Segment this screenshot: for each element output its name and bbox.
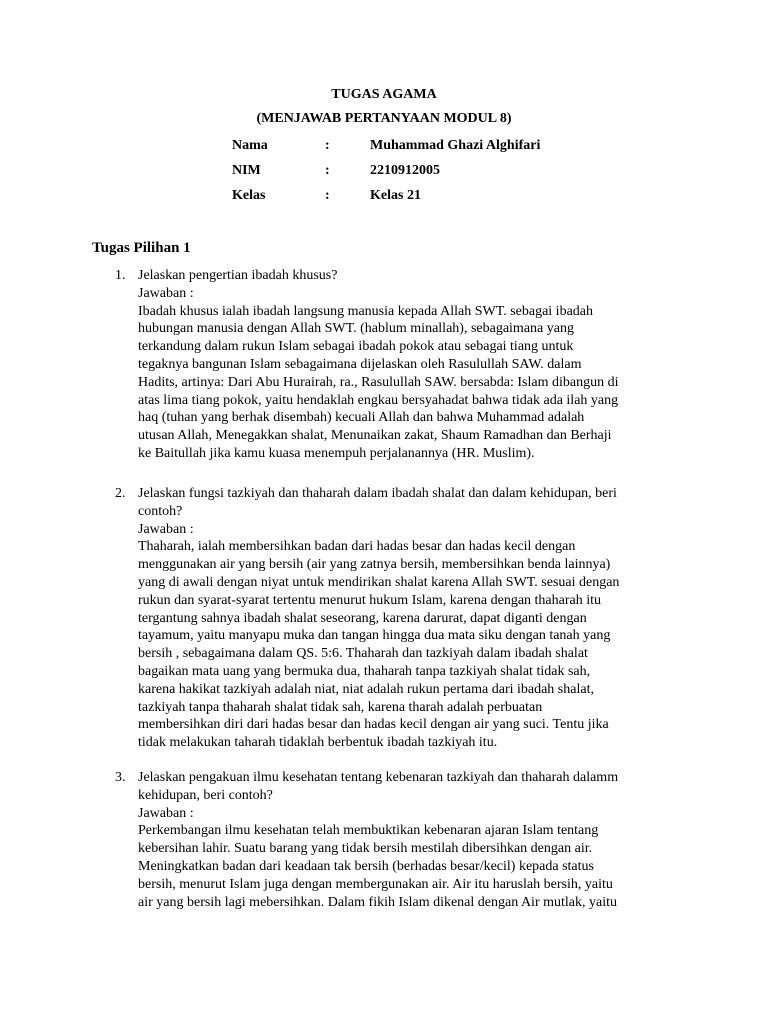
question-body	[138, 267, 678, 463]
identity-row-nama	[0, 137, 768, 155]
answer-text-line: Thaharah, ialah membersihkan badan dari hadas besar dan hadas kecil dengan	[138, 539, 576, 555]
document-subtitle: (MENJAWAB PERTANYAAN MODUL 8)	[256, 111, 512, 126]
answer-text-line: tergantung sahnya ibadah shalat seseorang, karena darurat, dapat diganti dengan	[138, 610, 587, 626]
answer-text-line: karena hakikat tazkiyah adalah niat, niat adalah rukun pertama dari ibadah shalat,	[138, 681, 594, 697]
answer-text-line: terkandung dalam rukun Islam sebagai ibadah pokok atau sebagai tiang untuk	[138, 339, 574, 355]
identity-value: 2210912005	[370, 163, 440, 178]
identity-label: NIM	[232, 163, 261, 178]
identity-separator: :	[325, 188, 330, 203]
identity-label: Kelas	[232, 188, 266, 203]
answer-text-line: yang di awali dengan niyat untuk mendirikan shalat karena Allah SWT. sesuai dengan	[138, 574, 620, 590]
document-title: TUGAS AGAMA	[331, 87, 437, 102]
answer-text-line: utusan Allah, Menegakkan shalat, Menunaikan zakat, Shaum Ramadhan dan Berhaji	[138, 428, 612, 444]
answer-text-line: Perkembangan ilmu kesehatan telah membuktikan kebenaran ajaran Islam tentang	[138, 823, 599, 839]
answer-text-line: rukun dan syarat-syarat tertentu menurut hukum Islam, karena dengan thaharah itu	[138, 592, 602, 608]
answer-text-line: membersihkan diri dari hadas besar dan hadas kecil dengan air yang suci. Tentu jika	[138, 717, 609, 733]
answer-text-line: tidak melakukan taharah tidaklah berbentuk ibadah tazkiyah itu.	[138, 735, 498, 751]
answer-text-line: kebersihan lahir. Suatu barang yang tidak bersih mestilah dibersihkan dengan air.	[138, 841, 593, 857]
question-number: 2.	[115, 486, 126, 501]
question-text-line: contoh?	[138, 503, 183, 519]
answer-label: Jawaban :	[138, 521, 194, 537]
question-text-line: Jelaskan fungsi tazkiyah dan thaharah dalam ibadah shalat dan dalam kehidupan, beri	[138, 486, 617, 501]
identity-separator: :	[325, 163, 330, 178]
answer-text-line: tayamum, yaitu manyapu muka dan tangan hingga dua mata siku dengan tanah yang	[138, 628, 611, 644]
answer-text-line: atas lima tiang pokok, yaitu hendaklah engkau bersyahadat bahwa tidak ada ilah yang	[138, 392, 619, 408]
identity-separator: :	[325, 138, 330, 153]
answer-text-line: bersih , sebagaimana dalam QS. 5:6. Thaharah dan tazkiyah dalam ibadah shalat	[138, 646, 588, 662]
answer-text-line: Hadits, artinya: Dari Abu Hurairah, ra., Rasulullah SAW. bersabda: Islam dibangun di	[138, 374, 619, 390]
answer-text-line: bagaikan mata uang yang bermuka dua, thaharah tanpa tazkiyah shalat tidak sah,	[138, 663, 591, 679]
identity-row-nim	[0, 162, 768, 180]
answer-text-line: tegaknya bangunan Islam sebagaimana dijelaskan oleh Rasulullah SAW. dalam	[138, 356, 582, 372]
question-text-line: kehidupan, beri contoh?	[138, 787, 273, 803]
answer-text-line: haq (tuhan yang berhak disembah) kecuali Allah dan bahwa Muhammad adalah	[138, 410, 585, 426]
question-body	[138, 485, 678, 752]
answer-text-line: air yang bersih lagi mebersihkan. Dalam fikih Islam dikenal dengan Air mutlak, yaitu	[138, 894, 617, 910]
answer-text-line: Ibadah khusus ialah ibadah langsung manusia kepada Allah SWT. sebagai ibadah	[138, 303, 593, 319]
question-body	[138, 769, 678, 911]
question-number: 1.	[115, 268, 126, 283]
answer-label: Jawaban :	[138, 805, 194, 821]
identity-label: Nama	[232, 138, 268, 153]
answer-text-line: ke Baitullah jika kamu kuasa menempuh perjalanannya (HR. Muslim).	[138, 445, 535, 461]
question-text-line: Jelaskan pengertian ibadah khusus?	[138, 268, 338, 283]
identity-value: Kelas 21	[370, 188, 421, 203]
answer-text-line: bersih, menurut Islam juga dengan membergunakan air. Air itu haruslah bersih, yaitu	[138, 876, 613, 892]
answer-label: Jawaban :	[138, 285, 194, 301]
identity-row-kelas	[0, 187, 768, 205]
answer-text-line: hubungan manusia dengan Allah SWT. (hablum minallah), sebagaimana yang	[138, 321, 574, 337]
answer-text-line: tazkiyah tanpa thaharah shalat tidak sah, karena tharah adalah perbuatan	[138, 699, 543, 715]
answer-text-line: menggunakan air yang bersih (air yang zatnya bersih, membersihkan benda lainnya)	[138, 557, 611, 573]
question-number: 3.	[115, 770, 126, 785]
answer-text-line: Meningkatkan badan dari keadaan tak bersih (berhadas besar/kecil) kepada status	[138, 858, 594, 874]
section-heading: Tugas Pilihan 1	[92, 240, 191, 256]
question-text-line: Jelaskan pengakuan ilmu kesehatan tentang kebenaran tazkiyah dan thaharah dalamm	[138, 770, 619, 785]
identity-value: Muhammad Ghazi Alghifari	[370, 138, 541, 153]
